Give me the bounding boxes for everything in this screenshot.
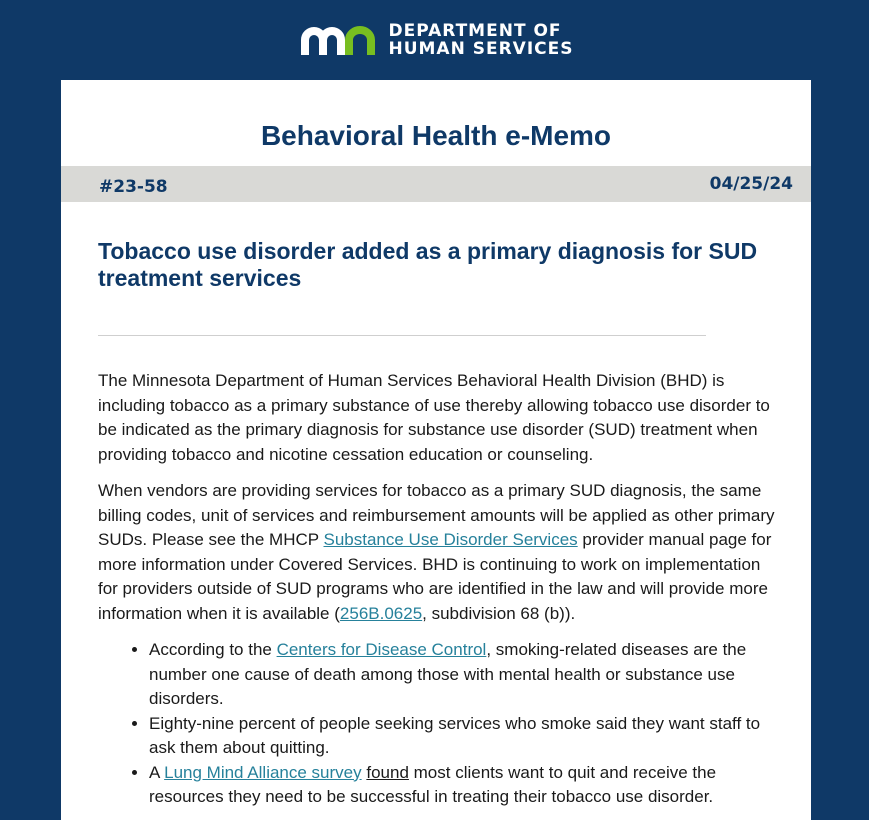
list-item <box>149 761 778 810</box>
article <box>98 236 778 810</box>
bullet-list <box>98 638 778 810</box>
page-header <box>0 0 869 80</box>
lung-mind-survey-link[interactable]: Lung Mind Alliance survey <box>164 762 362 782</box>
paragraph-1: The Minnesota Department of Human Services Behavioral Health Division (BHD) is including tobacco as a primary substance of use thereby allowing tobacco use disorder to be indicated as the primary diagnosis for substance use disorder (SUD) treatment when providing tobacco and nicotine cessation education or counseling. <box>98 371 770 464</box>
logo-line-2: HUMAN SERVICES <box>388 39 574 59</box>
sud-services-link[interactable]: Substance Use Disorder Services <box>323 530 578 549</box>
bullet-3-pre: A <box>149 762 165 782</box>
bullet-3-post: most clients want to quit and receive the resources they need to be successful in treating their tobacco use disorder. <box>149 762 717 806</box>
found-text: found <box>366 762 409 782</box>
paragraph-2 <box>98 479 778 626</box>
logo-line-1: DEPARTMENT OF <box>388 21 562 41</box>
memo-info-bar <box>61 166 811 202</box>
bullet-1-pre: According to the <box>149 640 277 659</box>
article-headline: Tobacco use disorder added as a primary diagnosis for SUD treatment services <box>98 238 758 291</box>
logo-text <box>388 22 573 58</box>
mn-logo-icon <box>301 24 379 56</box>
divider <box>98 335 706 336</box>
paragraph-2-text-b: provider manual page for more information under Covered Services. BHD is continuing to work on implementation for providers outside of SUD programs who are identified in the law and will provide more information when it is available ( <box>98 530 772 623</box>
list-item <box>149 712 778 761</box>
statute-256b-link[interactable]: 256B.0625 <box>339 603 423 623</box>
memo-number: #23-58 <box>99 177 168 197</box>
paragraph-2-text-a: When vendors are providing services for tobacco as a primary SUD diagnosis, the same billing codes, unit of services and reimbursement amounts will be applied as other primary SUDs. Please see the MHCP <box>98 481 775 549</box>
bullet-1-post: , smoking-related diseases are the number one cause of death among those with mental health or substance use disorders. <box>149 640 747 708</box>
cdc-link[interactable]: Centers for Disease Control <box>276 640 487 659</box>
list-item <box>149 638 778 712</box>
memo-panel <box>61 80 811 820</box>
memo-date: 04/25/24 <box>709 174 793 194</box>
paragraph-2-text-c: , subdivision 68 (b)). <box>422 603 576 623</box>
dhs-logo[interactable] <box>301 22 573 58</box>
bullet-2-text: Eighty-nine percent of people seeking services who smoke said they want staff to ask them about quitting. <box>149 713 761 757</box>
page-title: Behavioral Health e-Memo <box>260 120 612 151</box>
